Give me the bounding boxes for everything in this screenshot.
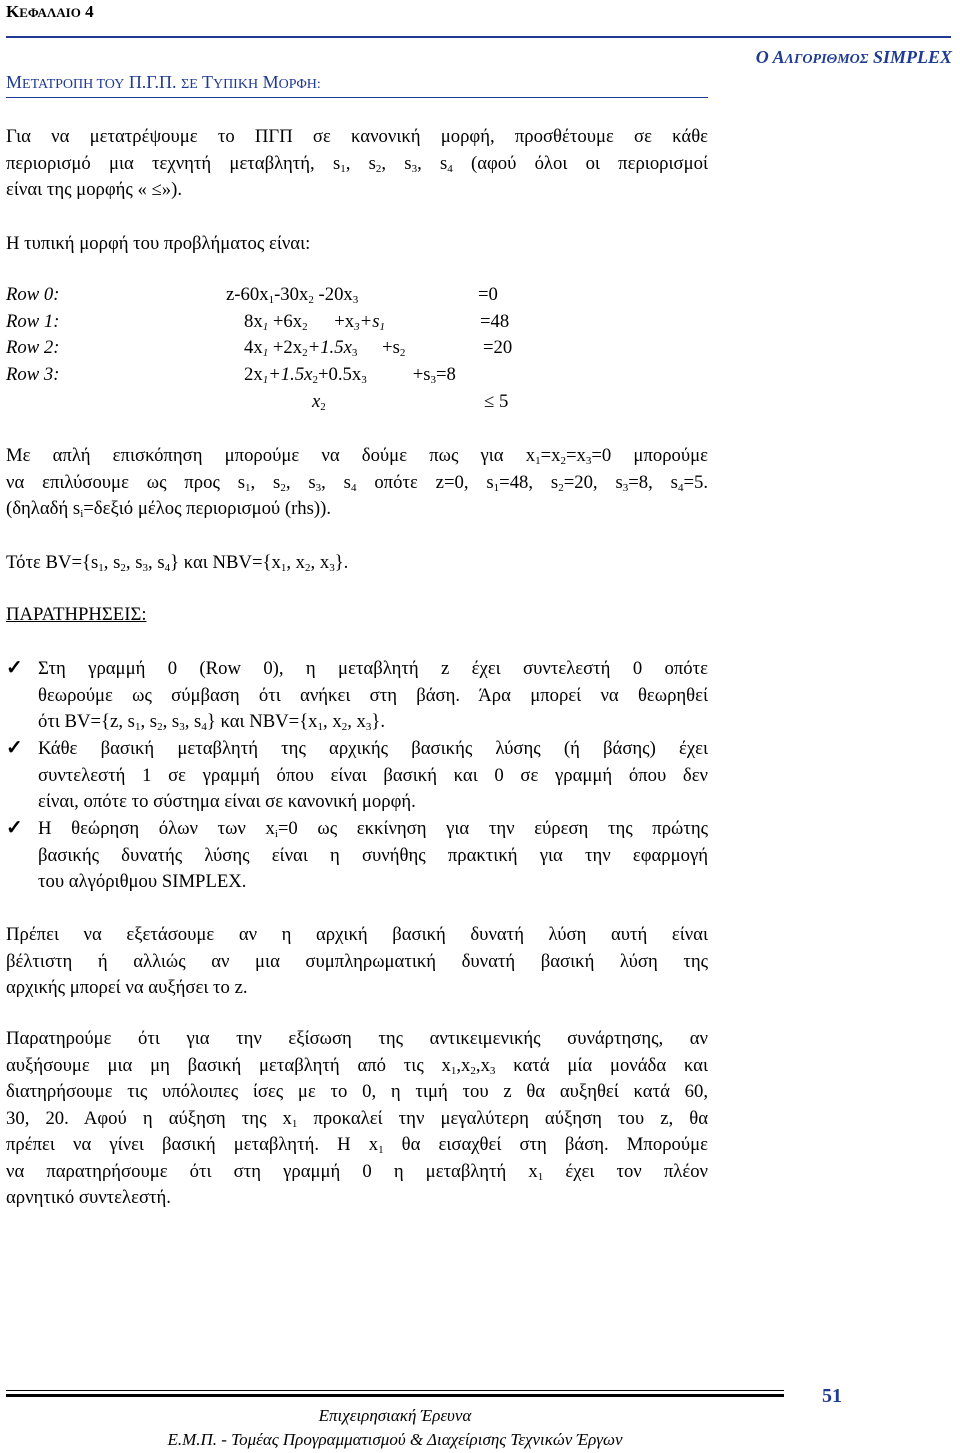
observation-item-1: Στη γραμμή 0 (Row 0), η μεταβλητή z έχει συντελεστή 0 οπότε θεωρούμε ως σύμβαση ότι ανήκει στη βάση. Άρα μπορεί να θεωρηθεί ότι BV={z, $s_1$, $s_2$, $s_3$, $s_4$} και $NBV=\{x_1$, $x_2$, $x_3$}. [38,658,708,733]
equation-row0-rhs: =0 [478,284,498,305]
footer-course: Επιχειρησιακή Έρευνα [318,1406,472,1425]
equation-row2: $4x_1 +2x_2+1.5x_3 +s_2$ [244,337,406,359]
section-rule [6,97,708,98]
row-label: Row 0: [6,284,60,305]
footer-rule-thick [6,1394,784,1397]
section-title: ΜΕΤΑΤΡΟΠΗ ΤΟΥ Π.Γ.Π. ΣΕ ΤΥΠΙΚΗ ΜΟΡΦΗ: [6,72,321,92]
equation-row1: $8x_1 +6x_2 +x_3+s_1$ [244,311,386,333]
chapter-heading: ΚΕΦΑΛΑΙΟ 4 [6,2,94,21]
row-label: Row 3: [6,364,60,385]
running-head: Ο ΑΛΓΟΡΙΘΜΟΣ SIMPLEX [755,47,952,67]
check-icon: ✓ [6,817,23,839]
row-label: Row 1: [6,311,60,332]
equation-row4: $x_2$ [312,391,326,413]
footer-rule [6,1390,784,1391]
observation-item-3: Η θεώρηση όλων των $x_i=0$ ως εκκίνηση για την εύρεση της πρώτης βασικής δυνατής λύσης είναι η συνήθης πρακτική για την εφαρμογή του αλγόριθμου SIMPLEX. [38,818,709,892]
paragraph-optimality: Πρέπει να εξετάσουμε αν η αρχική βασική δυνατή λύση αυτή είναι βέλτιστη ή αλλιώς αν μια συμπληρωματική δυνατή βασική λύση της αρχικής μπορεί να αυξήσει το z. [6,924,708,998]
le-symbol: ≤ [151,179,162,200]
observation-item-2: Κάθε βασική μεταβλητή της αρχικής βασικής λύσης (ή βάσης) έχει συντελεστή 1 σε γραμμή όπου είναι βασική και 0 σε γραμμή όπου δεν είναι, οπότε το σύστημα είναι σε κανονική μορφή. [38,738,708,812]
footer-department: Ε.Μ.Π. - Τομέας Προγραμματισμού & Διαχείρισης Τεχνικών Έργων [167,1430,623,1449]
row-label: Row 2: [6,337,60,358]
check-icon: ✓ [6,657,23,679]
equation-row2-rhs: =20 [483,337,513,358]
page-number: 51 [822,1385,842,1407]
equation-row4-rhs: ≤ 5 [484,391,509,412]
paragraph-entering-variable: Παρατηρούμε ότι για την εξίσωση της αντικειμενικής συνάρτησης, αν αυξήσουμε μια μη βασική μεταβλητή από τις $x_1,x_2,x_3$ κατά μία μονάδα και διατηρήσουμε τις υπόλοιπες ίσες με το 0, η τιμή του z θα αυξηθεί κατά 60, 30, 20. Αφού η αύξηση της $x_1$ προκαλεί την μεγαλύτερη αύξηση του z, θα πρέπει να γίνει βασική μεταβλητή. Η $x_1$ θα εισαχθεί στη βάση. Μπορούμε να παρατηρήσουμε ότι στη γραμμή 0 η μεταβλητή $x_1$ έχει τον πλέον αρνητικό συντελεστή. [6,1028,709,1208]
observations-title: ΠΑΡΑΤΗΡΗΣΕΙΣ: [6,604,147,625]
header-rule [6,36,951,38]
le-symbol: ≤ [484,391,495,412]
bv-nbv-line: Τότε $BV=\{s_1$, $s_2$, $s_3$, $s_4$} και $NBV=\{x_1$, $x_2$, $x_3$}. [6,552,349,574]
check-icon: ✓ [6,737,23,759]
standard-form-title: Η τυπική μορφή του προβλήματος είναι: [6,233,311,254]
paragraph-inspection: Με απλή επισκόπηση μπορούμε να δούμε πως για $x_1=x_2=x_3=0$ μπορούμε να επιλύσουμε ως προς $s_1$, $s_2$, $s_3$, $s_4$ οπότε z=0, $s_1=48$, $s_2=20$, $s_3=8$, $s_4=5$. (δηλαδή $s_i=\delta\varepsilon\xi\iota ό$ μέλος περιορισμού (rhs)). [6,445,709,520]
equation-row1-rhs: =48 [480,311,510,332]
intro-paragraph: Για να μετατρέψουμε το ΠΓΠ σε κανονική μορφή, προσθέτουμε σε κάθε περιορισμό μια τεχνητή μεταβλητή, $s_1$, $s_2$, $s_3$, $s_4$ (αφού όλοι οι περιορισμοί είναι της μορφής « ≤»). [6,126,708,200]
equation-row0: $z-60x_1-30x_2$ $-20x_3$ [226,284,359,306]
equation-row3: $2x_1+1.5x_2+0.5x_3 +s_3=8$ [244,364,456,386]
